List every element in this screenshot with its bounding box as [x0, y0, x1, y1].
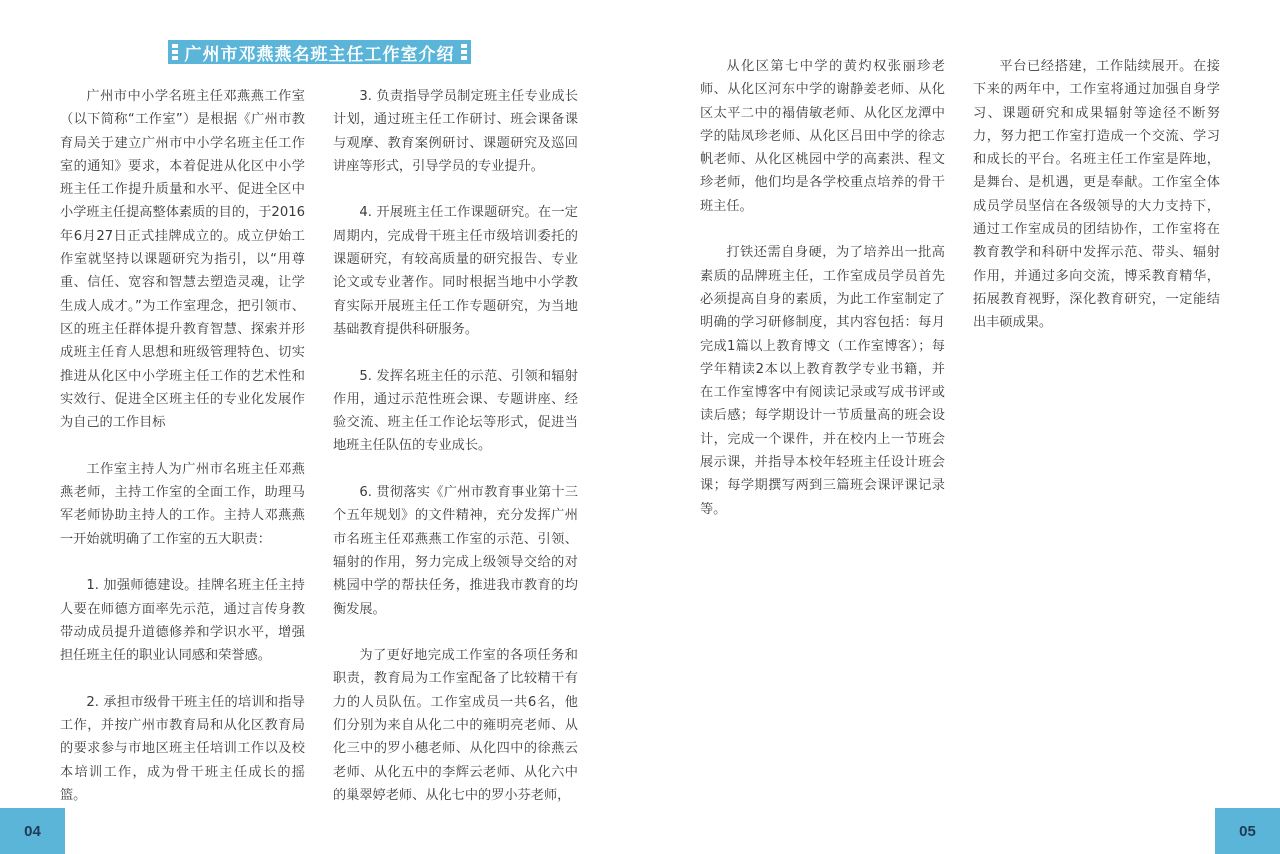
paragraph: 打铁还需自身硬，为了培养出一批高素质的品牌班主任，工作室成员学员首先必须提高自身的素质，为此工作室制定了明确的学习研修制度，其内容包括：每月完成1篇以上教育博文（工作室博客）；每学年精读2本以上教育教学专业书籍，并在工作室博客中有阅读记录或写成书评或读后感；每学期设计一节质量高的班会设计，完成一个课件，并在校内上一节班会展示课，并指导本校年轻班主任设计班会课；每学期撰写两到三篇班会课评课记录等。	[700, 245, 945, 517]
paragraph: 6. 贯彻落实《广州市教育事业第十三个五年规划》的文件精神，充分发挥广州市名班主任邓燕燕工作室的示范、引领、辐射的作用，努力完成上级领导交给的对桃园中学的帮扶任务，推进我市教育的均衡发展。	[333, 485, 578, 617]
paragraph: 4. 开展班主任工作课题研究。在一定周期内，完成骨干班主任市级培训委托的课题研究，有较高质量的研究报告、专业论文或专业著作。同时根据当地中小学教育实际开展班主任工作专题研究，为当地基础教育提供科研服务。	[333, 205, 578, 337]
paragraph: 2. 承担市级骨干班主任的培训和指导工作，并按广州市教育局和从化区教育局的要求参与市地区班主任培训工作以及校本培训工作，成为骨干班主任成长的摇篮。	[60, 694, 305, 803]
page-number-right: 05	[1215, 808, 1280, 854]
paragraph: 1. 加强师德建设。挂牌名班主任主持人要在师德方面率先示范，通过言传身教带动成员提升道德修养和学识水平，增强担任班主任的职业认同感和荣誉感。	[60, 578, 305, 664]
banner-decoration-left	[172, 44, 178, 60]
paragraph: 为了更好地完成工作室的各项任务和职责，教育局为工作室配备了比较精干有力的人员队伍。工作室成员一共6名，他们分别为来自从化二中的雍明亮老师、从化三中的罗小穗老师、从化四中的徐燕云老师、从化五中的李辉云老师、从化六中的巢翠婷老师、从化七中的罗小芬老师，	[333, 648, 578, 803]
text-column-2	[333, 85, 578, 831]
text-column-3	[700, 55, 945, 544]
page-title: 广州市邓燕燕名班主任工作室介绍	[184, 44, 455, 65]
text-column-1	[60, 85, 305, 831]
paragraph: 广州市中小学名班主任邓燕燕工作室（以下简称“工作室”）是根据《广州市教育局关于建立广州市中小学名班主任工作室的通知》要求，本着促进从化区中小学班主任工作提升质量和水平、促进全区中小学班主任提高整体素质的目的，于2016年6月27日正式挂牌成立的。成立伊始工作室就坚持以课题研究为指引，以“用尊重、信任、宽容和智慧去塑造灵魂，让学生成人成才。”为工作室理念，把引领市、区的班主任群体提升教育智慧、探索并形成班主任育人思想和班级管理特色、切实推进从化区中小学班主任工作的艺术性和实效行、促进全区班主任的专业化发展作为自己的工作目标	[60, 89, 305, 431]
page-number-left: 04	[0, 808, 65, 854]
text-column-4	[973, 55, 1220, 358]
paragraph: 从化区第七中学的黄灼权张丽珍老师、从化区河东中学的谢静姜老师、从化 区太平二中的褟倩敏老师、从化区龙潭中学的陆凤珍老师、从化区吕田中学的徐志帆老师、从化区桃园中学的高素洪、程文珍老师，他们均是各学校重点培养的骨干班主任。	[700, 59, 945, 214]
banner-decoration-right	[461, 44, 467, 60]
paragraph: 工作室主持人为广州市名班主任邓燕燕老师，主持工作室的全面工作，助理马军老师协助主持人的工作。主持人邓燕燕一开始就明确了工作室的五大职责：	[60, 461, 305, 547]
paragraph: 5. 发挥名班主任的示范、引领和辐射作用，通过示范性班会课、专题讲座、经验交流、班主任工作论坛等形式，促进当地班主任队伍的专业成长。	[333, 368, 578, 454]
paragraph: 3. 负责指导学员制定班主任专业成长计划，通过班主任工作研讨、班会课备课与观摩、教育案例研讨、课题研究及巡回讲座等形式，引导学员的专业提升。	[333, 89, 578, 174]
page-title-banner	[168, 40, 471, 64]
paragraph: 平台已经搭建，工作陆续展开。在接下来的两年中，工作室将通过加强自身学习、课题研究和成果辐射等途径不断努力，努力把工作室打造成一个交流、学习和成长的平台。名班主任工作室是阵地，是舞台、是机遇，更是奉献。工作室全体成员学员坚信在各级领导的大力支持下，通过工作室成员的团结协作，工作室将在教育教学和科研中发挥示范、带头、辐射作用，并通过多向交流，博采教育精华，拓展教育视野，深化教育研究，一定能结出丰硕成果。	[973, 59, 1220, 331]
